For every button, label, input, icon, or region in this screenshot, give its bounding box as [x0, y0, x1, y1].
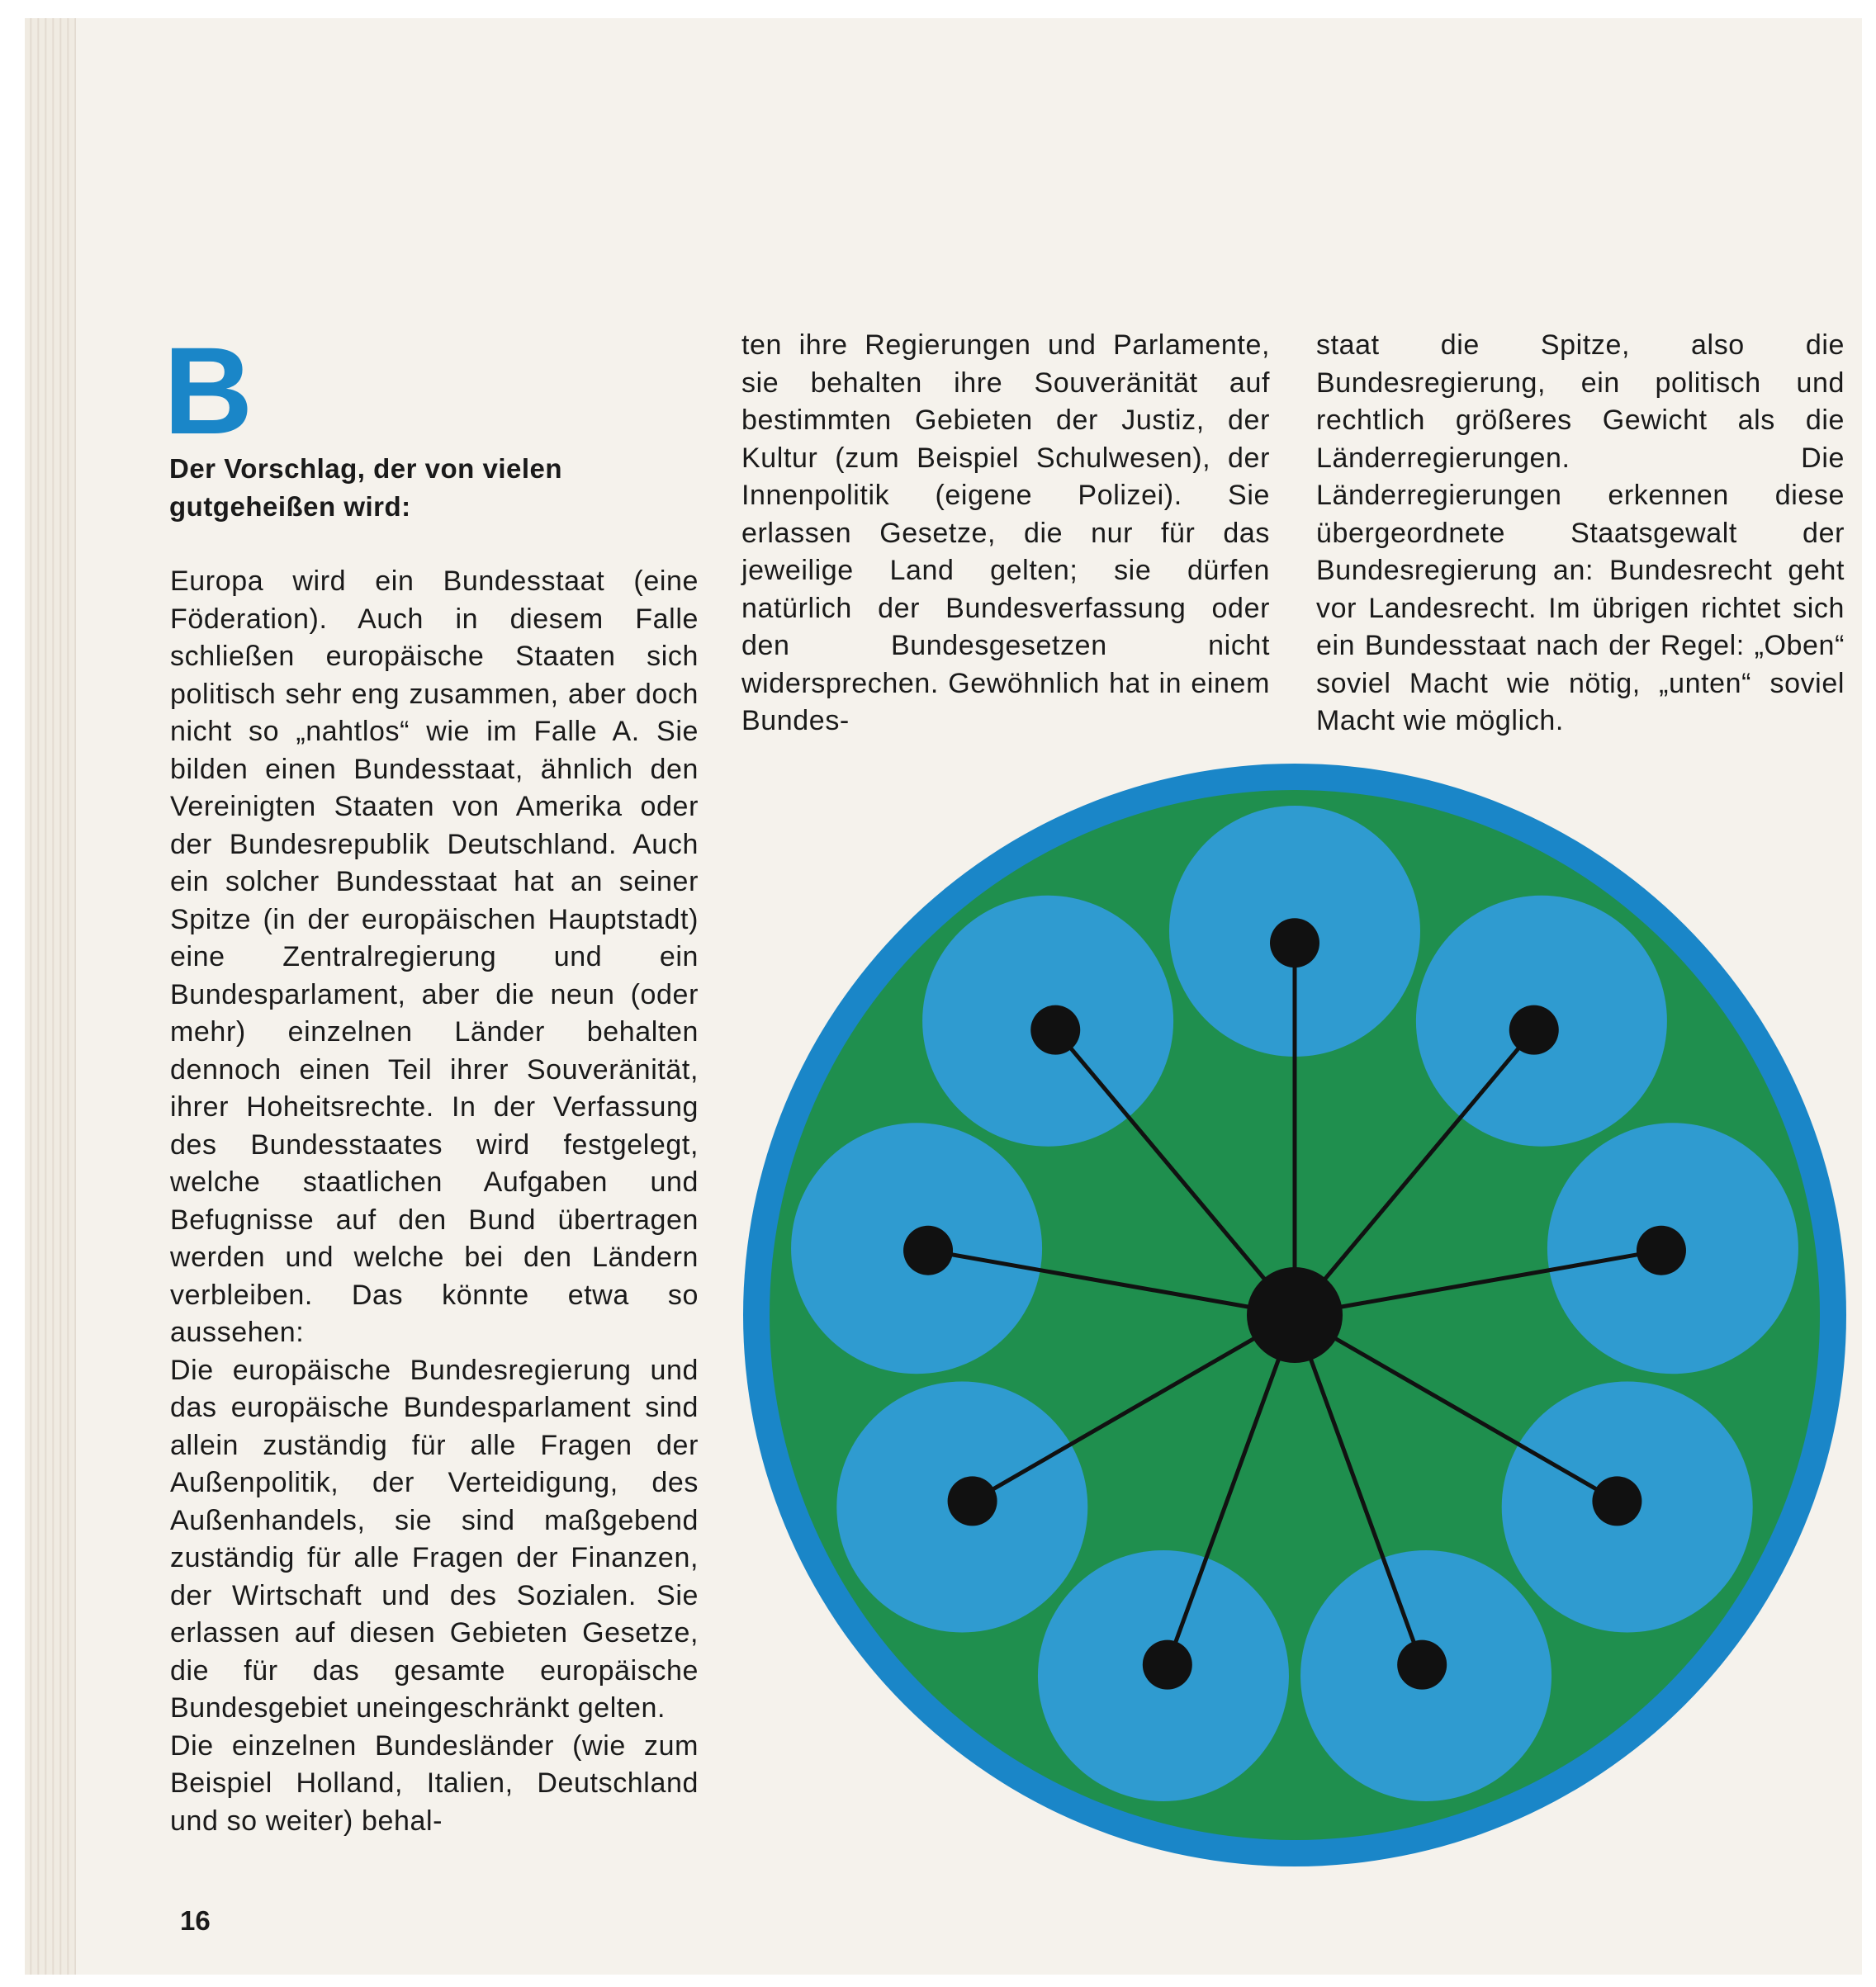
- section-letter: B: [163, 321, 253, 460]
- text-column-1: Europa wird ein Bundesstaat (eine Föderation). Auch in diesem Falle schließen europäische Staaten sich politisch sehr eng zusammen, aber doch nicht so „nahtlos“ wie im Falle A. Sie bilden einen Bundesstaat, ähnlich den Vereinigten Staaten von Amerika oder der Bundesrepublik Deutschland. Auch ein solcher Bundesstaat hat an seiner Spitze (in der europäischen Hauptstadt) eine Zentralregierung und ein Bundesparlament, aber die neun (oder mehr) einzelnen Länder behalten dennoch einen Teil ihrer Souveränität, ihrer Hoheitsrechte. In der Verfassung des Bundesstaates wird festgelegt, welche staatlichen Aufgaben und Befugnisse auf den Bund übertragen werden und welche bei den Ländern verbleiben. Das könnte etwa so aussehen: Die europäische Bundesregierung und das europäische Bundesparlament sind allein zuständig für alle Fragen der Außenpolitik, der Verteidigung, des Außenhandels, sie sind maßgebend zuständig für alle Fragen der Finanzen, der Wirtschaft und des Sozialen. Sie erlassen auf diesen Gebieten Gesetze, die für das gesamte europäische Bundesgebiet uneingeschränkt gelten. Die einzelnen Bundesländer (wie zum Beispiel Holland, Italien, Deutschland und so weiter) behal-: [170, 565, 699, 1837]
- text-column-3: staat die Spitze, also die Bundesregierung, ein politisch und rechtlich größeres Gewicht als die Länderregierungen. Die Länderregierungen erkennen diese übergeordnete Staatsgewalt der Bundesregierung an: Bundesrecht geht vor Landesrecht. Im übrigen richtet sich ein Bundesstaat nach der Regel: „Oben“ soviel Macht wie nötig, „unten“ soviel Macht wie möglich.: [1316, 329, 1845, 736]
- page-number: 16: [180, 1905, 211, 1936]
- member-state-node: [1592, 1476, 1642, 1526]
- member-state-node: [903, 1226, 953, 1275]
- member-state-node: [1143, 1640, 1192, 1690]
- central-government-node: [1247, 1267, 1343, 1363]
- member-state-node: [1397, 1640, 1447, 1690]
- member-state-node: [1637, 1226, 1686, 1275]
- member-state-node: [1509, 1005, 1559, 1055]
- member-state-node: [1270, 918, 1319, 967]
- page-edge-stack: [25, 18, 76, 1975]
- federation-diagram: [737, 758, 1852, 1872]
- member-state-node: [948, 1476, 997, 1526]
- member-state-node: [1030, 1005, 1080, 1055]
- headline: Der Vorschlag, der von vielen gutgeheißen wird:: [169, 453, 563, 522]
- text-column-2: ten ihre Regierungen und Parlamente, sie behalten ihre Souveränität auf bestimmten Gebieten der Justiz, der Kultur (zum Beispiel Schulwesen), der Innenpolitik (eigene Polizei). Sie erlassen Gesetze, die nur für das jeweilige Land gelten; sie dürfen natürlich der Bundesverfassung oder den Bundesgesetzen nicht widersprechen. Gewöhnlich hat in einem Bundes-: [741, 329, 1270, 736]
